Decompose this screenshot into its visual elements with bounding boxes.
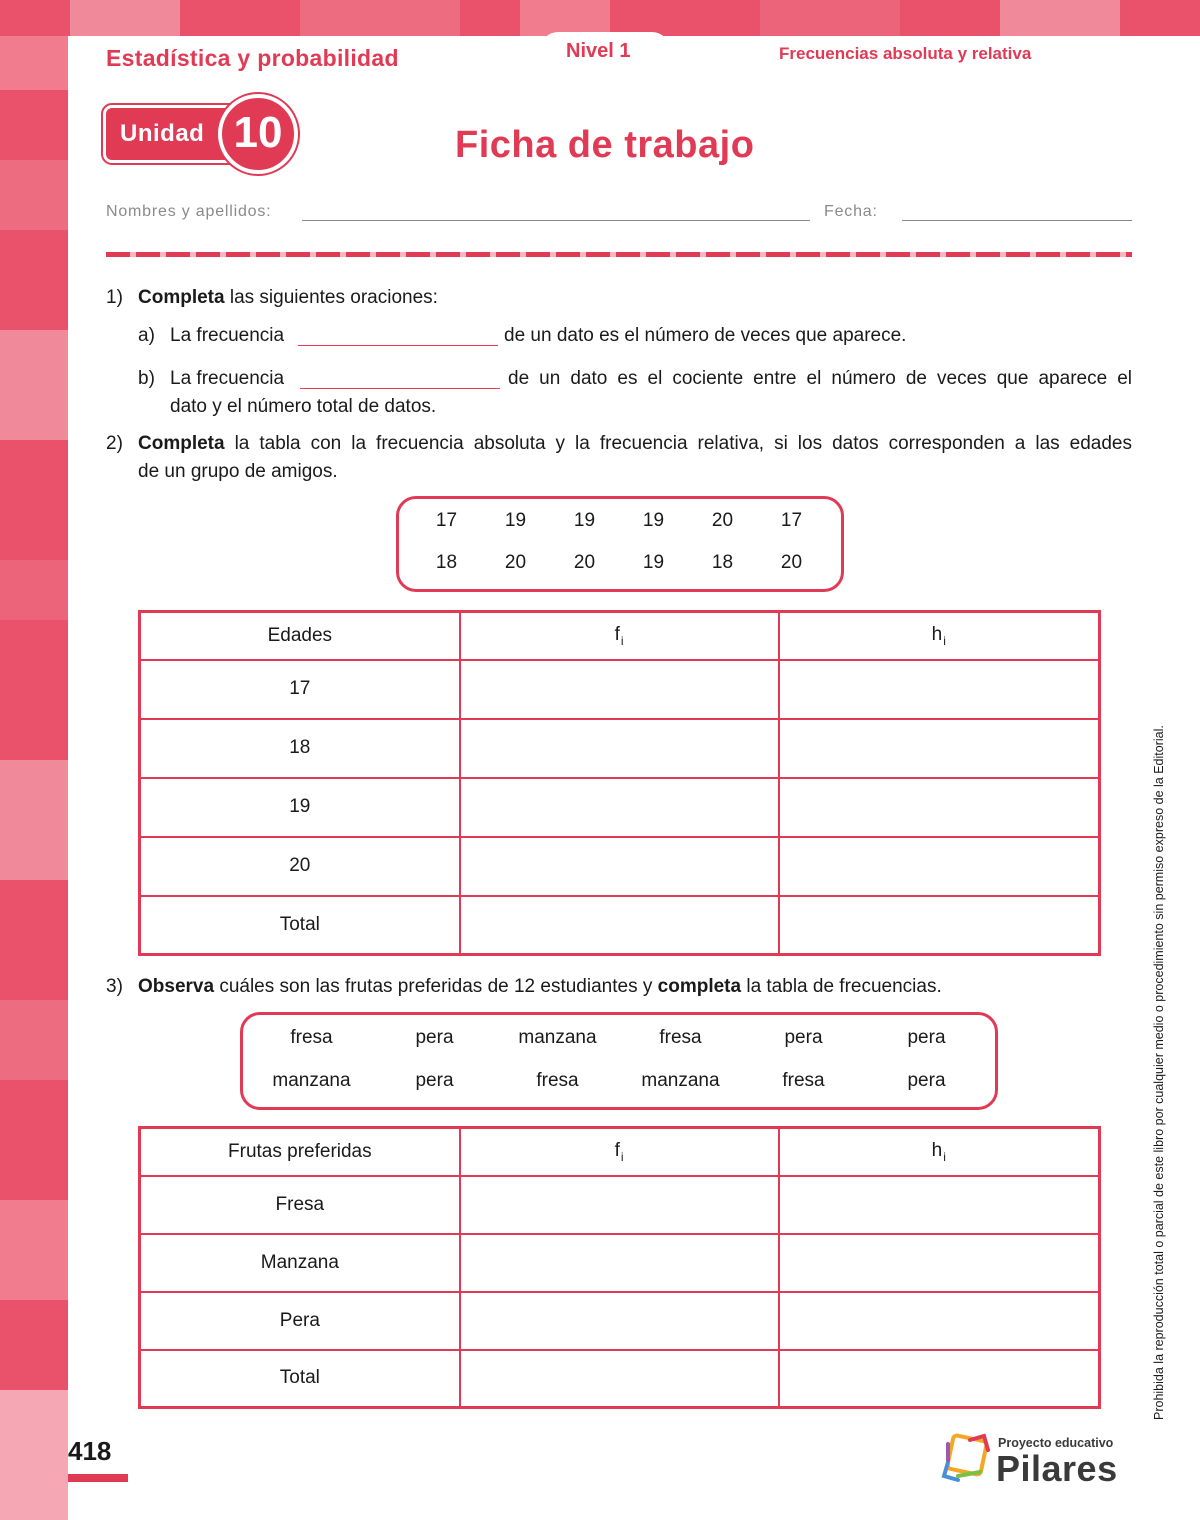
table-header-row	[140, 1128, 1100, 1176]
q1-bold: Completa	[138, 287, 225, 308]
table-row	[140, 837, 1100, 896]
row-label: Fresa	[140, 1176, 460, 1234]
table-row	[140, 1350, 1100, 1408]
hi-cell[interactable]	[779, 1292, 1100, 1350]
band-stripe	[0, 1000, 68, 1080]
unit-label: Unidad	[120, 120, 205, 147]
q1a-blank[interactable]	[298, 345, 498, 346]
name-field-line[interactable]	[302, 220, 810, 221]
fruits-frequency-table	[138, 1126, 1101, 1409]
row-label: Manzana	[140, 1234, 460, 1292]
q1b-pre: La frecuencia	[170, 368, 285, 389]
q1a-pre: La frecuencia	[170, 325, 285, 346]
age-value: 19	[642, 552, 665, 573]
row-label: Total	[140, 896, 460, 955]
fruit-value: pera	[907, 1027, 946, 1048]
age-value: 20	[504, 552, 527, 573]
table-header-row	[140, 612, 1100, 660]
fruit-value: pera	[907, 1070, 946, 1091]
hi-label: h	[931, 1139, 943, 1161]
copyright-side-note: Prohibida la reproducción total o parcial de este libro por cualquier medio o procedimiento sin permiso expreso de la Editorial.	[1152, 725, 1166, 1420]
logo-wordmark: Pilares	[996, 1448, 1118, 1489]
fi-subscript: i	[620, 633, 624, 648]
q3-text2: la tabla de frecuencias.	[741, 976, 942, 997]
q3-bold-observa: Observa	[138, 976, 215, 997]
hi-cell[interactable]	[779, 896, 1100, 955]
fi-cell[interactable]	[460, 719, 779, 778]
hi-cell[interactable]	[779, 1350, 1100, 1408]
age-value: 18	[435, 552, 458, 573]
row-label: 17	[140, 660, 460, 719]
table-row	[140, 1176, 1100, 1234]
fruits-data-grid	[250, 1027, 988, 1113]
hi-cell[interactable]	[779, 837, 1100, 896]
table-row	[140, 896, 1100, 955]
row-label: 19	[140, 778, 460, 837]
name-label: Nombres y apellidos:	[106, 203, 272, 220]
fi-cell[interactable]	[460, 778, 779, 837]
fruit-value: pera	[415, 1027, 454, 1048]
row-label: Pera	[140, 1292, 460, 1350]
col-header-hi	[779, 1128, 1100, 1176]
ages-frequency-table	[138, 610, 1101, 956]
band-stripe	[0, 1200, 68, 1300]
page-number: 418	[68, 1436, 112, 1466]
top-decorative-band	[0, 0, 1200, 36]
q1b-number: b)	[138, 368, 155, 389]
q2-number: 2)	[106, 433, 123, 454]
age-value: 19	[642, 510, 665, 531]
band-block	[760, 0, 900, 36]
col-header-hi	[779, 612, 1100, 660]
q1a-post: de un dato es el número de veces que aparece.	[504, 325, 907, 346]
fi-subscript: i	[620, 1149, 624, 1164]
q1a-number: a)	[138, 325, 155, 346]
unit-number: 10	[233, 108, 283, 157]
col-header-frutas: Frutas preferidas	[140, 1128, 460, 1176]
band-stripe	[0, 760, 68, 880]
table-row	[140, 719, 1100, 778]
fruit-value: fresa	[782, 1070, 825, 1091]
date-label: Fecha:	[824, 203, 878, 220]
hi-label: h	[931, 623, 943, 645]
row-label: Total	[140, 1350, 460, 1408]
ages-table-body	[140, 660, 1100, 955]
fruit-value: fresa	[536, 1070, 579, 1091]
ages-data-grid	[412, 510, 826, 594]
level-tab: Nivel 1	[540, 32, 670, 72]
table-row	[140, 660, 1100, 719]
age-value: 17	[435, 510, 458, 531]
fi-cell[interactable]	[460, 660, 779, 719]
q1-number: 1)	[106, 287, 123, 308]
table-row	[140, 778, 1100, 837]
hi-cell[interactable]	[779, 1234, 1100, 1292]
age-value: 19	[573, 510, 596, 531]
q3-bold-completa: completa	[657, 976, 742, 997]
band-stripe	[0, 330, 68, 440]
band-block	[300, 0, 460, 36]
page-number-bar	[68, 1474, 128, 1482]
fruit-value: pera	[784, 1027, 823, 1048]
fruit-value: fresa	[290, 1027, 333, 1048]
q1b-post: de un dato es el cociente entre el número de veces que aparece el	[508, 368, 1132, 389]
q1-instruction	[138, 284, 438, 312]
table-row	[140, 1292, 1100, 1350]
left-decorative-band	[0, 0, 68, 1520]
fruit-value: pera	[415, 1070, 454, 1091]
band-stripe	[0, 160, 68, 230]
band-block	[520, 0, 610, 36]
fi-cell[interactable]	[460, 1292, 779, 1350]
age-value: 20	[780, 552, 803, 573]
hi-subscript: i	[943, 1149, 946, 1164]
q1b-line2: dato y el número total de datos.	[170, 396, 437, 417]
q2-instruction	[138, 430, 1132, 458]
band-stripe	[0, 560, 68, 620]
fi-cell[interactable]	[460, 1350, 779, 1408]
col-header-fi	[460, 612, 779, 660]
band-block	[1000, 0, 1120, 36]
fi-cell[interactable]	[460, 837, 779, 896]
hi-cell[interactable]	[779, 778, 1100, 837]
q3-number: 3)	[106, 976, 123, 997]
age-value: 18	[711, 552, 734, 573]
band-block	[70, 0, 180, 36]
q3-text1: cuáles son las frutas preferidas de 12 estudiantes y	[214, 976, 658, 997]
q2-text: la tabla con la frecuencia absoluta y la frecuencia relativa, si los datos corresponden a las edades	[224, 433, 1132, 454]
band-stripe	[0, 1390, 68, 1520]
fi-label: f	[614, 1139, 620, 1161]
pilares-logo-icon	[940, 1432, 992, 1484]
dashed-divider	[106, 252, 1132, 257]
q2-text-line2: de un grupo de amigos.	[138, 461, 338, 482]
page-title: Ficha de trabajo	[455, 124, 755, 166]
fruits-table-body	[140, 1176, 1100, 1408]
q3-instruction	[138, 973, 942, 1001]
q1b-blank[interactable]	[300, 388, 500, 389]
fi-cell[interactable]	[460, 1176, 779, 1234]
fi-cell[interactable]	[460, 896, 779, 955]
q2-bold: Completa	[138, 433, 225, 454]
hi-subscript: i	[943, 633, 946, 648]
age-value: 20	[711, 510, 734, 531]
age-value: 19	[504, 510, 527, 531]
fruit-value: manzana	[641, 1070, 720, 1091]
q1-text: las siguientes oraciones:	[224, 287, 438, 308]
section-tab: Estadística y probabilidad	[68, 36, 448, 80]
hi-cell[interactable]	[779, 719, 1100, 778]
col-header-fi	[460, 1128, 779, 1176]
age-value: 20	[573, 552, 596, 573]
topic-tab: Frecuencias absoluta y relativa	[736, 36, 1132, 76]
logo-tagline: Proyecto educativo	[998, 1436, 1114, 1450]
row-label: 20	[140, 837, 460, 896]
hi-cell[interactable]	[779, 1176, 1100, 1234]
hi-cell[interactable]	[779, 660, 1100, 719]
age-value: 17	[780, 510, 803, 531]
fi-cell[interactable]	[460, 1234, 779, 1292]
fi-label: f	[614, 623, 620, 645]
row-label: 18	[140, 719, 460, 778]
table-row	[140, 1234, 1100, 1292]
date-field-line[interactable]	[902, 220, 1132, 221]
col-header-edades: Edades	[140, 612, 460, 660]
fruit-value: manzana	[272, 1070, 351, 1091]
fruit-value: manzana	[518, 1027, 597, 1048]
fruit-value: fresa	[659, 1027, 702, 1048]
